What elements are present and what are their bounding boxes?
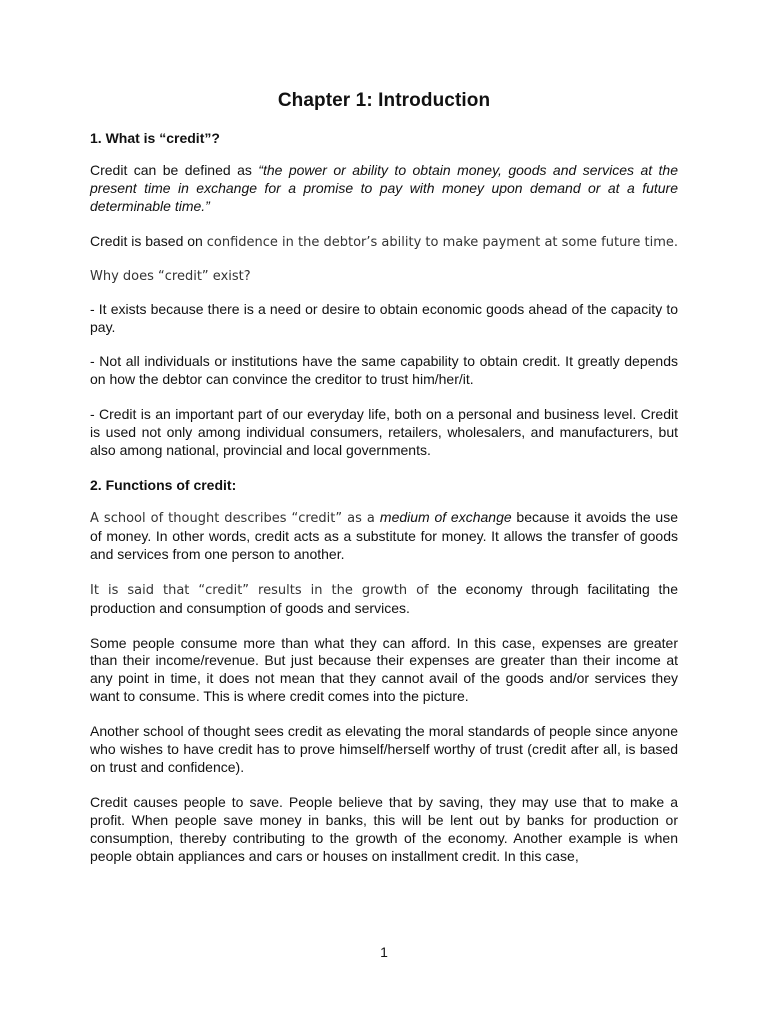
chapter-title: Chapter 1: Introduction: [277, 90, 491, 111]
consumption-paragraph: Some people consume more than what they can afford. In this case, expenses are greater than their income/revenue. But just because their expenses are greater than their income at any point in time, it does not mean that they cannot avail of the goods and/or services they want to consume. This is where credit comes into the picture.: [90, 634, 678, 705]
medium-of-exchange-paragraph: [90, 509, 678, 564]
section-heading-what-is-credit: 1. What is “credit”?: [90, 130, 220, 146]
credit-definition-paragraph: [90, 162, 678, 216]
definition-lead: Credit can be defined as: [90, 162, 259, 178]
saving-paragraph: Credit causes people to save. People believe that by saving, they may use that to make a profit. When people save money in banks, this will be lent out by banks for production or consumption, thereby contributing to the growth of the economy. Another example is when people obtain appliances and cars or houses on installment credit. In this case,: [90, 793, 678, 864]
why-credit-exists-question: Why does “credit” exist?: [90, 268, 251, 284]
growth-rest: the economy through facilitating the production and consumption of goods and services.: [90, 580, 678, 616]
medium-lead: A school of thought describes “credit” as a: [90, 510, 380, 526]
credit-basis-paragraph: [90, 233, 678, 252]
document-page: [90, 90, 678, 882]
definition-quote: “the power or ability to obtain money, goods and services at the present time in exchange for a promise to pay with money upon demand or at a future determinable time.”: [90, 162, 678, 214]
growth-lead: It is said that “credit” results in the growth of: [90, 582, 429, 598]
page-number: 1: [380, 944, 388, 960]
basis-rest: confidence in the debtor’s ability to make payment at some future time.: [206, 234, 679, 250]
economic-growth-paragraph: [90, 581, 678, 618]
reason-paragraph-2: - Not all individuals or institutions have the same capability to obtain credit. It greatly depends on how the debtor can convince the creditor to trust him/her/it.: [90, 353, 678, 388]
moral-standards-paragraph: Another school of thought sees credit as elevating the moral standards of people since anyone who wishes to have credit has to prove himself/herself worthy of trust (credit after all, is based on trust and confidence).: [90, 723, 678, 775]
reason-paragraph-1: - It exists because there is a need or desire to obtain economic goods ahead of the capacity to pay.: [90, 300, 678, 335]
reason-paragraph-3: - Credit is an important part of our everyday life, both on a personal and business level. Credit is used not only among individual consumers, retailers, wholesalers, and manufacturers, but also among national, provincial and local governments.: [90, 406, 678, 459]
basis-lead: Credit is based on: [90, 232, 207, 249]
medium-emphasis: medium of exchange: [379, 508, 512, 525]
medium-rest: because it avoids the use of money. In other words, credit acts as a substitute for money. It allows the transfer of goods and services from one person to another.: [90, 508, 678, 562]
section-heading-functions-of-credit: 2. Functions of credit:: [90, 476, 237, 493]
